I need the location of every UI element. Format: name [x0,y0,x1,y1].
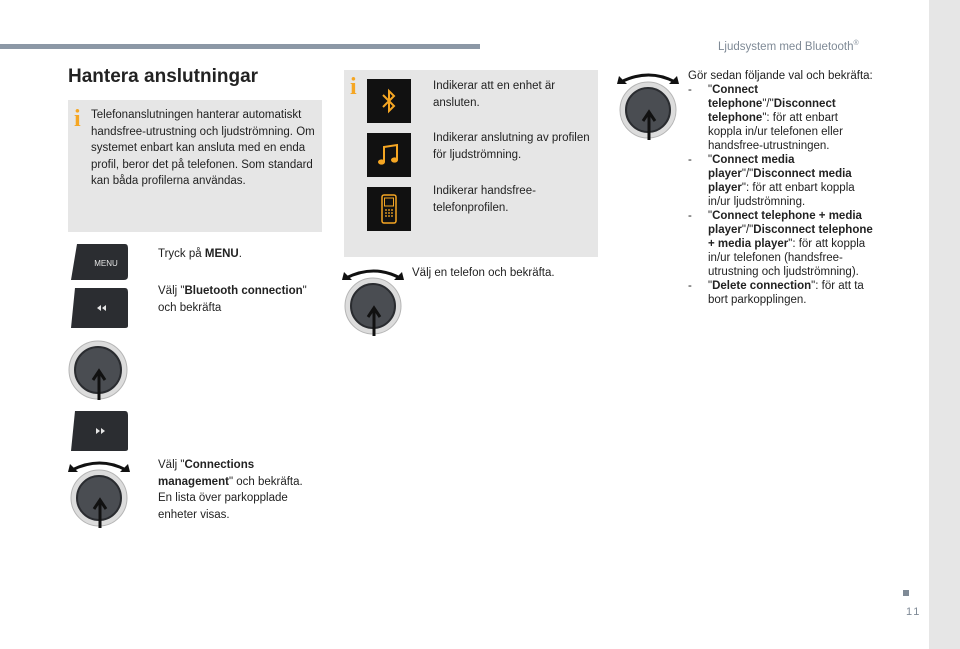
options-list [688,69,873,307]
page-number: 11 [906,606,922,618]
page-edge-band [929,0,960,649]
legend-text-connected: Indikerar att en enhet är ansluten. [433,80,556,109]
top-rule [0,44,480,49]
step-press-menu: Tryck på MENU. [158,248,242,260]
info-text: Telefonanslutningen hanterar automatiskt handsfree-utrustning och ljudströmning. Om systemet enbart kan ansluta med en enda profil, beror det på telefonen. Som standard kan båda profilerna användas. [91,109,315,187]
music-note-icon [367,133,411,177]
forward-button [69,409,129,453]
legend-text-handsfree: Indikerar handsfree-telefonprofilen. [433,185,536,214]
info-icon: i [350,74,357,100]
knob-rotate-press-icon [342,266,406,338]
list-item: - "Delete connection": för att ta bort parkopplingen. [688,280,864,306]
info-icon: i [74,106,81,132]
knob-rotate-press-icon [617,70,681,142]
list-item: - "Connect media player"/"Disconnect media player": för att enbart koppla in/ur ljudströmning. [688,154,855,208]
section-title: Ljudsystem med Bluetooth® [718,40,859,53]
list-item: - "Connect telephone + media player"/"Disconnect telephone + media player": för att koppla in/ur telefonen (handsfree-utrustning och ljudströmning). [688,210,873,278]
options-intro: Gör sedan följande val och bekräfta: [688,70,873,82]
menu-button-label: MENU [94,259,118,268]
bluetooth-icon [367,79,411,123]
legend-text-streaming: Indikerar anslutning av profilen för ljudströmning. [433,132,590,161]
menu-button [69,242,129,282]
rewind-button [69,286,129,330]
page-title: Hantera anslutningar [68,66,259,87]
step-select-bluetooth: Välj "Bluetooth connection" och bekräfta [158,285,307,314]
knob-press-icon [68,340,132,402]
knob-rotate-press-icon [68,458,132,530]
list-item: - "Connect telephone"/"Disconnect telephone": för att enbart koppla in/ur telefonen eller handsfree-utrustningen. [688,84,843,152]
mobile-phone-icon [367,187,411,231]
step-select-connections-management: Välj "Connections management" och bekräfta. En lista över parkopplade enheter visas. [158,459,303,521]
page-marker [903,590,909,596]
step-select-phone: Välj en telefon och bekräfta. [412,267,555,279]
